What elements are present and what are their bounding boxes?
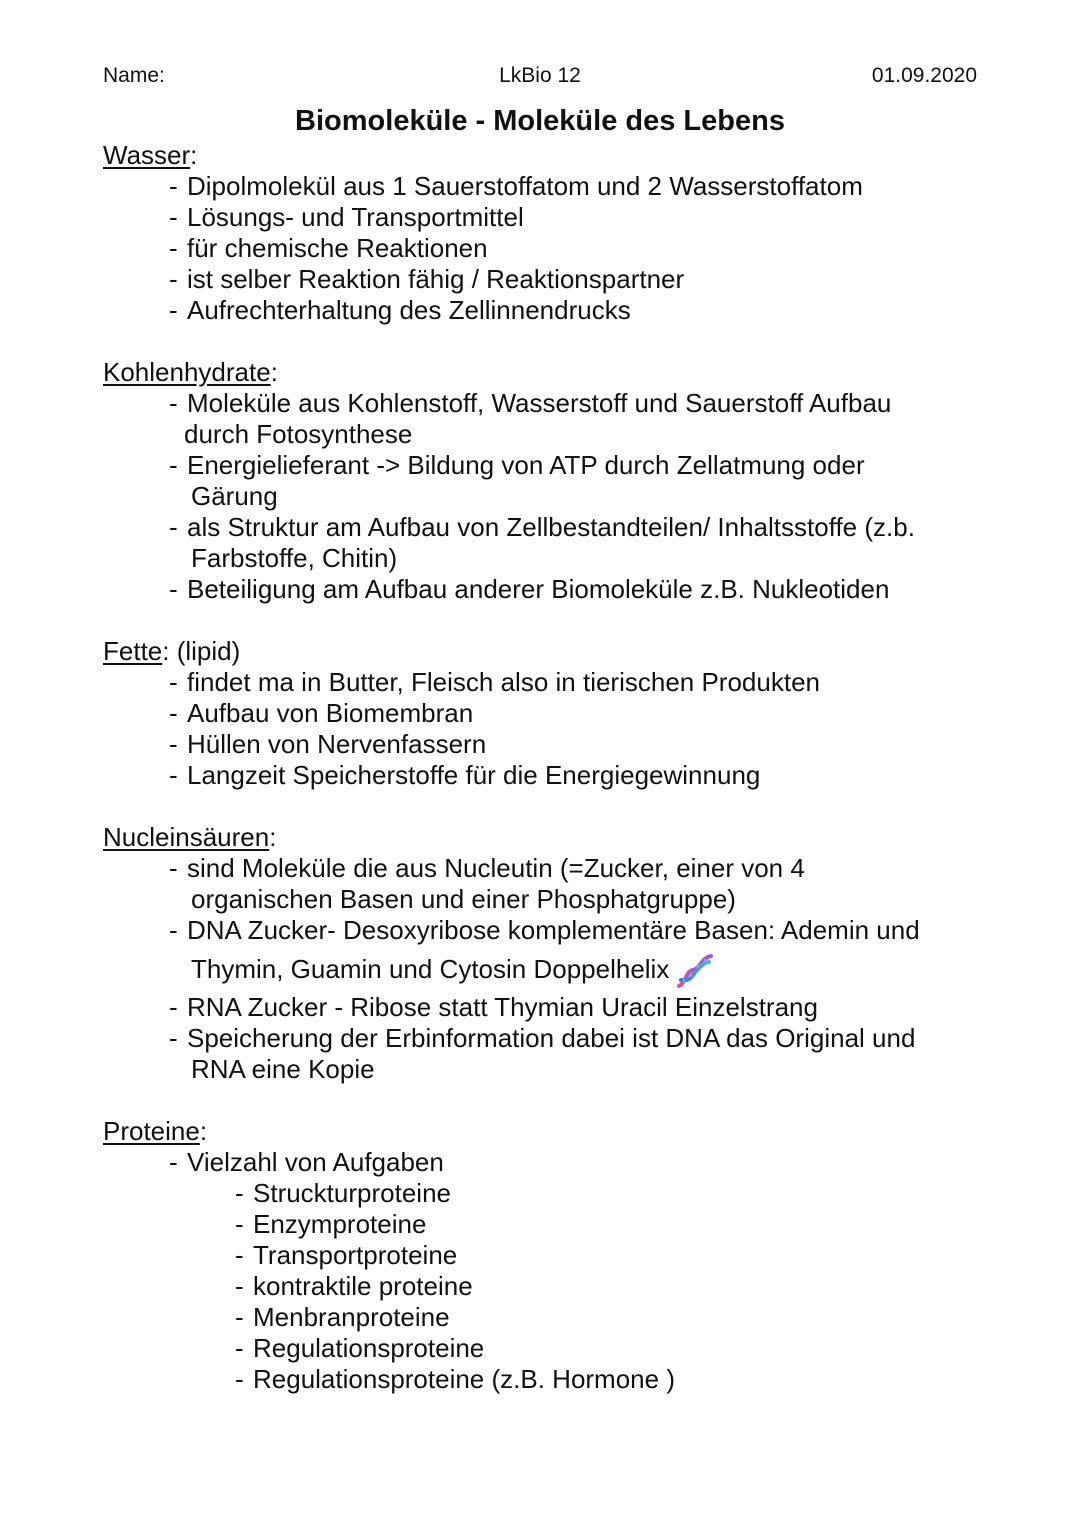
section-nucleinsaeuren <box>103 822 983 1085</box>
list-item: - findet ma in Butter, Fleisch also in tierischen Produkten <box>103 667 983 698</box>
list-item <box>103 388 983 450</box>
list-item-line: - als Struktur am Aufbau von Zellbestandteilen/ Inhaltsstoffe (z.b. <box>187 512 915 542</box>
list-item-line: Thymin, Guamin und Cytosin Doppelhelix <box>191 954 670 984</box>
section-heading-wasser: Wasser: <box>103 140 198 170</box>
list-item-line: Farbstoffe, Chitin) <box>191 543 398 573</box>
sub-list-item: - Regulationsproteine <box>187 1333 983 1364</box>
notes-content <box>103 140 983 1395</box>
list-item <box>103 574 983 605</box>
list-item <box>103 512 983 574</box>
list-item: - für chemische Reaktionen <box>103 233 983 264</box>
list-item-line: - Beteiligung am Aufbau anderer Biomoleküle z.B. Nukleotiden <box>187 574 890 604</box>
list-item <box>103 450 983 512</box>
course-label: LkBio 12 <box>499 64 581 87</box>
name-label: Name: <box>103 64 165 87</box>
proteine-sublist <box>187 1178 983 1395</box>
heading-label: Kohlenhydrate <box>103 357 271 387</box>
heading-label: Nucleinsäuren <box>103 822 270 852</box>
page-header <box>0 64 1080 92</box>
list-item-line: - Moleküle aus Kohlenstoff, Wasserstoff und Sauerstoff Aufbau <box>187 388 892 418</box>
list-item: - Langzeit Speicherstoffe für die Energiegewinnung <box>103 760 983 791</box>
list-item <box>103 915 983 992</box>
section-wasser <box>103 140 983 326</box>
sub-list-item: - kontraktile proteine <box>187 1271 983 1302</box>
section-heading-fette: Fette: (lipid) <box>103 636 241 666</box>
proteine-list <box>103 1147 983 1395</box>
list-item-line: - Speicherung der Erbinformation dabei ist DNA das Original und <box>187 1023 916 1053</box>
list-item <box>103 992 983 1023</box>
section-proteine <box>103 1116 983 1395</box>
list-item-line: - DNA Zucker- Desoxyribose komplementäre Basen: Ademin und <box>187 915 920 945</box>
list-item-line-with-icon <box>191 946 983 992</box>
section-kohlenhydrate <box>103 357 983 605</box>
list-item <box>103 1147 983 1395</box>
list-item: - Lösungs- und Transportmittel <box>103 202 983 233</box>
list-item: - Aufbau von Biomembran <box>103 698 983 729</box>
list-item-line: Gärung <box>191 481 278 511</box>
sub-list-item: - Regulationsproteine (z.B. Hormone ) <box>187 1364 983 1395</box>
heading-label: Wasser <box>103 140 191 170</box>
list-item <box>103 1023 983 1085</box>
heading-label: Proteine <box>103 1116 200 1146</box>
fette-list <box>103 667 983 791</box>
section-heading-kohlenhydrate: Kohlenhydrate: <box>103 357 278 387</box>
date-label: 01.09.2020 <box>871 64 977 87</box>
sub-list-item: - Enzymproteine <box>187 1209 983 1240</box>
heading-suffix: (lipid) <box>169 636 241 666</box>
list-item-line: durch Fotosynthese <box>184 419 413 449</box>
sub-list-item: - Transportproteine <box>187 1240 983 1271</box>
heading-label: Fette <box>103 636 163 666</box>
list-item-line: organischen Basen und einer Phosphatgruppe) <box>191 884 736 914</box>
list-item: - Dipolmolekül aus 1 Sauerstoffatom und 2 Wasserstoffatom <box>103 171 983 202</box>
list-item: - Aufrechterhaltung des Zellinnendrucks <box>103 295 983 326</box>
dna-icon <box>675 952 715 990</box>
list-item: - Hüllen von Nervenfassern <box>103 729 983 760</box>
list-item-line: - sind Moleküle die aus Nucleutin (=Zucker, einer von 4 <box>187 853 805 883</box>
sub-list-item: - Menbranproteine <box>187 1302 983 1333</box>
wasser-list <box>103 171 983 326</box>
section-heading-proteine: Proteine: <box>103 1116 208 1146</box>
sub-list-item: - Struckturproteine <box>187 1178 983 1209</box>
list-item <box>103 853 983 915</box>
list-item: - ist selber Reaktion fähig / Reaktionspartner <box>103 264 983 295</box>
section-heading-nucleinsaeuren: Nucleinsäuren: <box>103 822 277 852</box>
page-title: Biomoleküle - Moleküle des Lebens <box>295 105 785 137</box>
list-item-line: - Vielzahl von Aufgaben <box>187 1147 444 1177</box>
list-item-line: - Energielieferant -> Bildung von ATP durch Zellatmung oder <box>187 450 865 480</box>
nucleinsaeuren-list <box>103 853 983 1085</box>
section-fette <box>103 636 983 791</box>
kohlenhydrate-list <box>103 388 983 605</box>
list-item-line: RNA eine Kopie <box>191 1054 375 1084</box>
list-item-line: - RNA Zucker - Ribose statt Thymian Uracil Einzelstrang <box>187 992 818 1022</box>
